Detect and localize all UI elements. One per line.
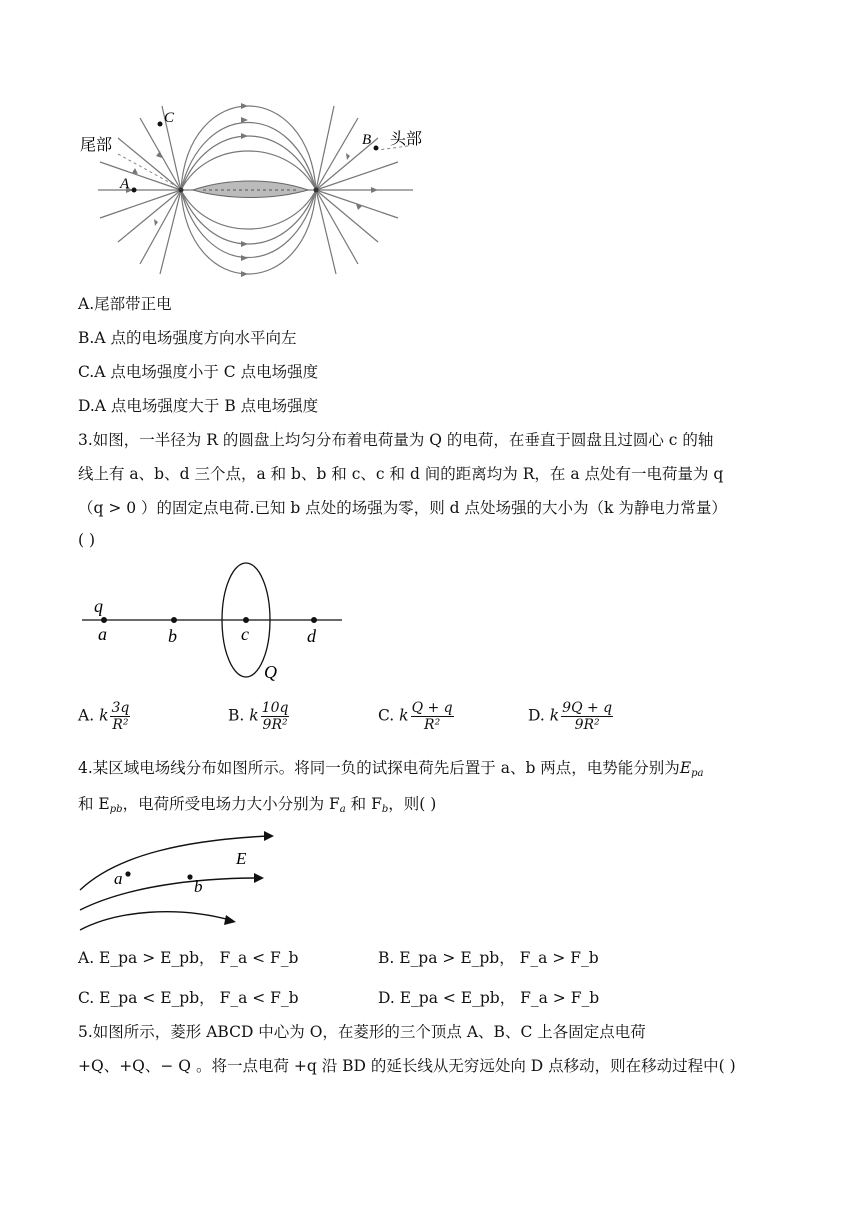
c-label: c (241, 624, 249, 644)
q5-stem-line2: +Q、+Q、− Q 。将一点电荷 +q 沿 BD 的延长线从无穷远处向 D 点移动，则在移动过程中( ) (78, 1057, 736, 1075)
q3-option-c: C. k $\frac{Q + q}{\text{R²}}$ (378, 700, 453, 733)
point-a-label: A (120, 176, 130, 192)
a-label: a (114, 869, 123, 888)
q3-option-b: B. k $\frac{10q}{\text{9R²}}$ (228, 700, 289, 733)
q2-option-b: B.A 点的电场强度方向水平向左 (78, 329, 297, 347)
q-label: q (94, 596, 103, 616)
q2-option-c: C.A 点电场强度小于 C 点电场强度 (78, 363, 319, 381)
q3-stem-line1: 3.如图，一半径为 R 的圆盘上均匀分布着电荷量为 Q 的电荷，在垂直于圆盘且过圆心 c 的轴 (78, 431, 714, 449)
q3-answer-paren: ( ) (78, 531, 96, 549)
b-label: b (194, 877, 203, 896)
a-label: a (98, 624, 107, 644)
e-label: E (236, 849, 247, 868)
q4-option-a: A. E_pa > E_pb， F_a < F_b (78, 949, 299, 967)
q4-option-b: B. E_pa > E_pb， F_a > F_b (378, 949, 599, 967)
b-label: b (168, 626, 177, 646)
electric-fish-field-figure (78, 98, 423, 280)
q4-stem-line1: 4.某区域电场线分布如图所示。将同一负的试探电荷先后置于 a、b 两点，电势能分别为$E_{pa}$ (78, 759, 704, 779)
tail-label: 尾部 (80, 137, 113, 154)
field-lines-figure (78, 826, 278, 930)
disk-q-label: Q (264, 662, 277, 682)
q4-option-d: D. E_pa < E_pb， F_a > F_b (378, 989, 600, 1007)
q4-option-c: C. E_pa < E_pb， F_a < F_b (78, 989, 299, 1007)
point-b-label: B (362, 132, 372, 148)
head-label: 头部 (390, 131, 423, 148)
disk-charge-figure (78, 560, 358, 690)
q5-stem-line1: 5.如图所示，菱形 ABCD 中心为 O，在菱形的三个顶点 A、B、C 上各固定点电荷 (78, 1023, 646, 1041)
q2-option-a: A.尾部带正电 (78, 295, 172, 313)
q3-option-d: D. k $\frac{9Q + q}{\text{9R²}}$ (528, 700, 613, 733)
q4-stem-line2: 和 $E_{pb}$，电荷所受电场力大小分别为 $F_a$ 和 $F_b$，则( ) (78, 795, 437, 815)
q3-option-a: A. k $\frac{3q}{\text{R²}}$ (78, 700, 130, 733)
q2-option-d: D.A 点电场强度大于 B 点电场强度 (78, 397, 319, 415)
q3-stem-line2: 线上有 a、b、d 三个点，a 和 b、b 和 c、c 和 d 间的距离均为 R，在 a 点处有一电荷量为 q (78, 465, 724, 483)
q3-stem-line3: （q > 0 ）的固定点电荷.已知 b 点处的场强为零，则 d 点处场强的大小为（k 为静电力常量） (78, 499, 727, 517)
point-c-label: C (164, 110, 175, 126)
d-label: d (307, 626, 316, 646)
